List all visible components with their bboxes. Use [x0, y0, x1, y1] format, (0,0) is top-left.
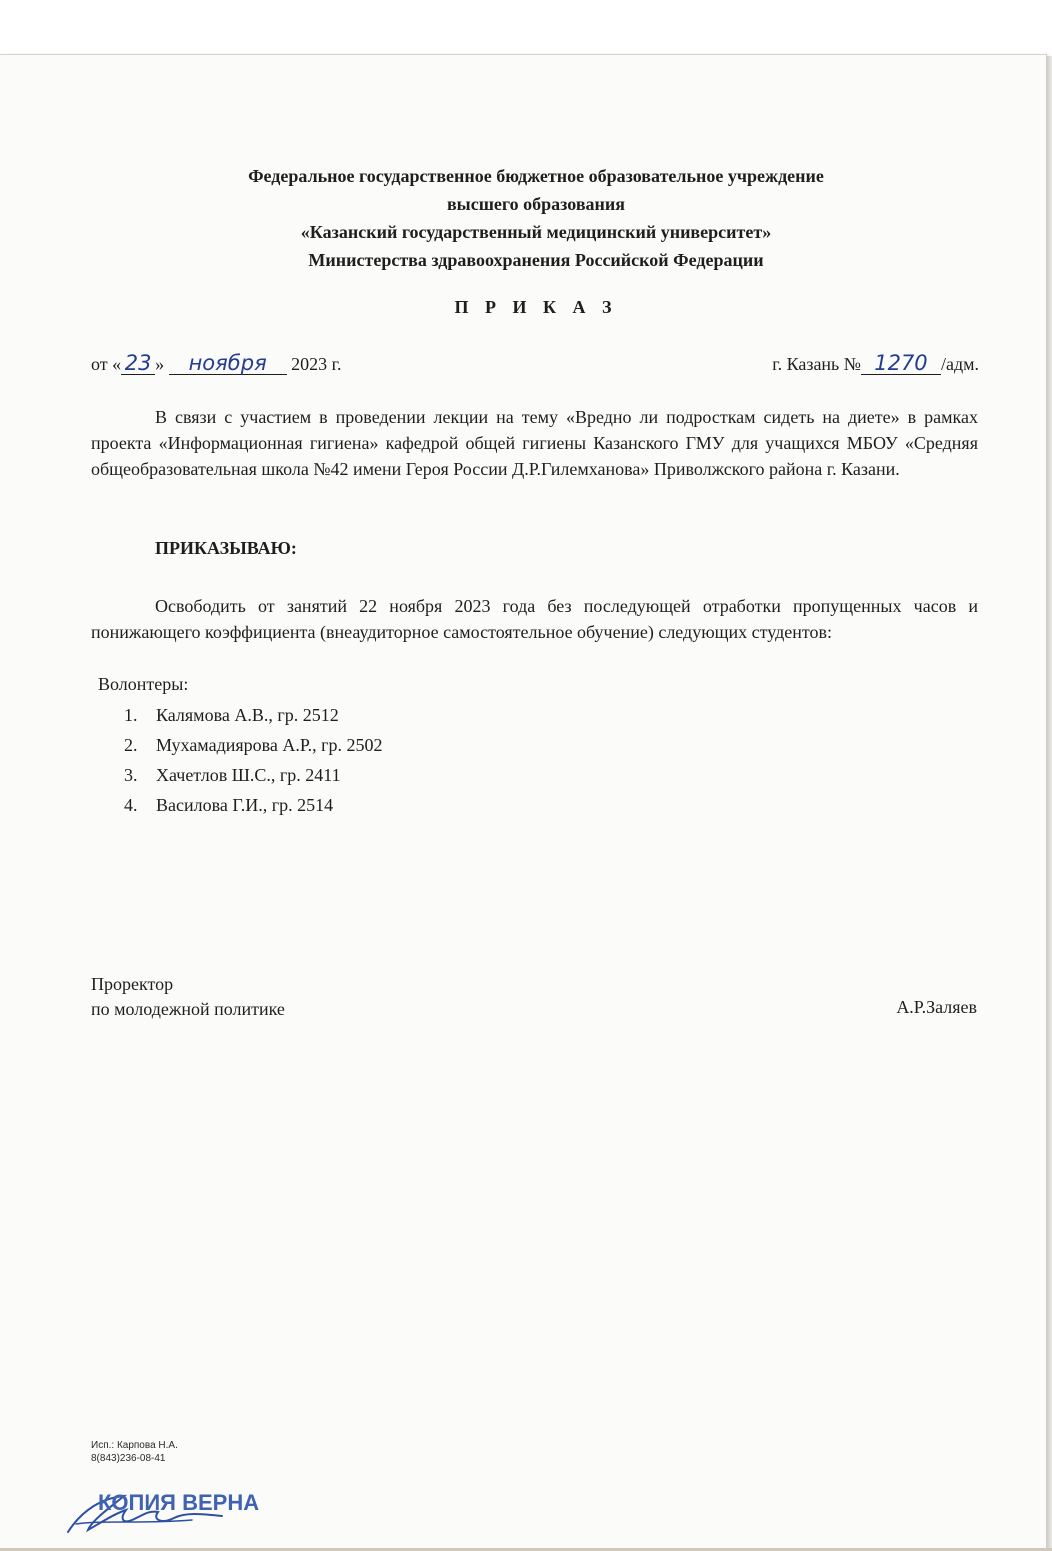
order-number	[772, 352, 979, 375]
date-month-handwritten: ноября	[169, 352, 287, 375]
list-item-number: 3.	[124, 765, 138, 785]
signatory-name: А.Р.Заляев	[896, 997, 977, 1017]
order-heading: ПРИКАЗЫВАЮ:	[155, 538, 297, 558]
signatory-position	[91, 972, 285, 1022]
students-list	[124, 700, 383, 820]
header-line-3: «Казанский государственный медицинский университет»	[300, 222, 772, 242]
city-label: г. Казань №	[772, 354, 861, 374]
list-item-number: 1.	[124, 705, 138, 725]
list-item-name: Василова Г.И., гр. 2514	[156, 795, 334, 815]
volunteers-label: Волонтеры:	[98, 674, 189, 694]
position-line-1: Проректор	[91, 974, 174, 994]
copy-certified-stamp	[62, 1480, 262, 1545]
list-item-name: Калямова А.В., гр. 2512	[156, 705, 339, 725]
list-item	[124, 790, 383, 820]
date-year: 2023 г.	[286, 354, 342, 374]
order-number-suffix: /адм.	[940, 354, 979, 374]
executor-phone: 8(843)236-08-41	[91, 1453, 166, 1464]
list-item	[124, 700, 383, 730]
list-item	[124, 760, 383, 790]
list-item-number: 4.	[124, 795, 138, 815]
header-line-2: высшего образования	[446, 194, 626, 214]
order-paragraph	[91, 593, 978, 645]
date-mid: »	[155, 354, 169, 374]
date-day-handwritten: 23	[121, 352, 155, 375]
header-line-4: Министерства здравоохранения Российской Федерации	[308, 250, 764, 270]
document-title: П Р И К А З	[454, 297, 618, 317]
order-text: Освободить от занятий 22 ноября 2023 года без последующей отработки пропущенных часов и понижающего коэффициента (внеаудиторное самостоятельное обучение) следующих студентов:	[91, 596, 978, 642]
preamble-paragraph	[91, 404, 978, 482]
header-line-1: Федеральное государственное бюджетное образовательное учреждение	[248, 166, 824, 186]
organization-header	[0, 162, 1052, 274]
date-prefix: от «	[91, 354, 122, 374]
list-item-number: 2.	[124, 735, 138, 755]
order-number-handwritten: 1270	[861, 352, 941, 375]
preamble-text: В связи с участием в проведении лекции на тему «Вредно ли подросткам сидеть на диете» в рамках проекта «Информационная гигиена» кафедрой общей гигиены Казанского ГМУ для учащихся МБОУ «Средняя общеобразовательная школа №42 имени Героя России Д.Р.Гилемханова» Приволжского района г. Казани.	[91, 407, 978, 479]
position-line-2: по молодежной политике	[91, 999, 285, 1019]
photo-background	[0, 0, 1052, 56]
order-date	[91, 352, 342, 375]
executor-info	[91, 1439, 178, 1465]
stamp-text: КОПИЯ ВЕРНА	[98, 1490, 260, 1515]
executor-name: Исп.: Карпова Н.А.	[91, 1440, 178, 1451]
list-item-name: Мухамадиярова А.Р., гр. 2502	[156, 735, 383, 755]
list-item	[124, 730, 383, 760]
list-item-name: Хачетлов Ш.С., гр. 2411	[156, 765, 341, 785]
